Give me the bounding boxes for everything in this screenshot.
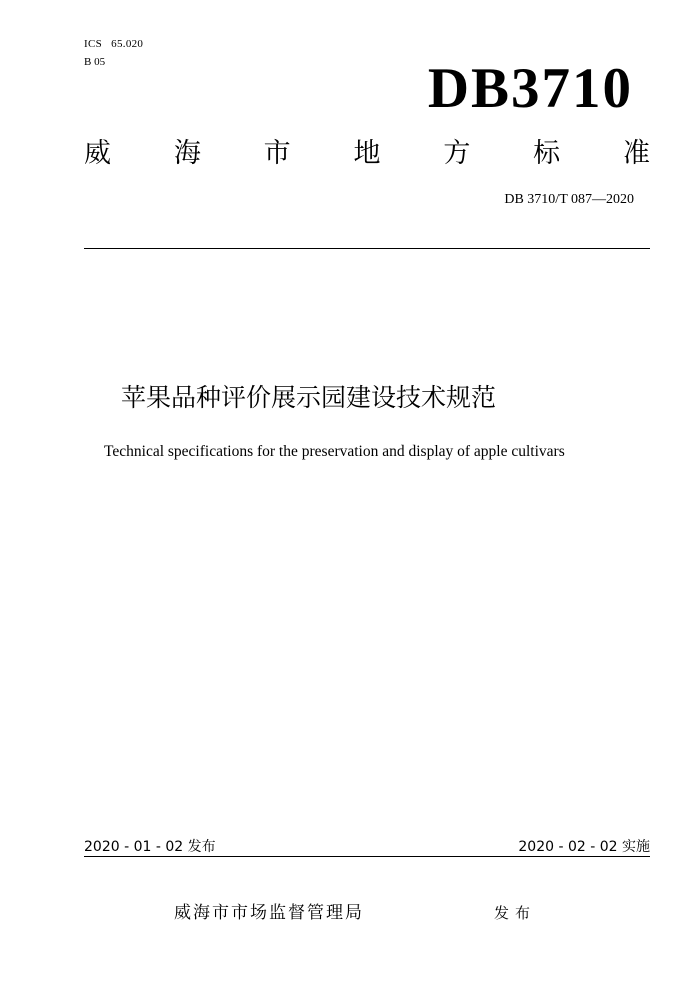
standard-type-char: 地 [353, 138, 381, 169]
implementation-date: 2020 - 02 - 02 实施 [518, 839, 650, 855]
issue-label: 发布 [494, 904, 537, 922]
chinese-title: 苹果品种评价展示园建设技术规范 [121, 383, 497, 412]
standard-logo: DB3710 [427, 57, 633, 120]
english-title: Technical specifications for the preservation and display of apple cultivars [104, 443, 565, 460]
standard-type-char: 方 [443, 138, 471, 169]
standard-type-char: 威 [84, 138, 111, 169]
header-divider [84, 248, 650, 249]
issue-date: 2020 - 01 - 02 发布 [84, 839, 216, 855]
standard-type-char: 准 [622, 138, 650, 169]
date-divider [84, 856, 650, 857]
issuing-authority: 威海市市场监督管理局 [174, 903, 364, 923]
standard-type-heading [84, 134, 650, 174]
standard-type-char: 标 [533, 138, 561, 169]
standard-type-char: 海 [173, 138, 201, 169]
standard-number: DB 3710/T 087—2020 [504, 192, 634, 207]
standard-type-char: 市 [263, 138, 291, 169]
ccs-code: B 05 [84, 56, 106, 68]
ics-code: ICS 65.020 [84, 38, 144, 50]
